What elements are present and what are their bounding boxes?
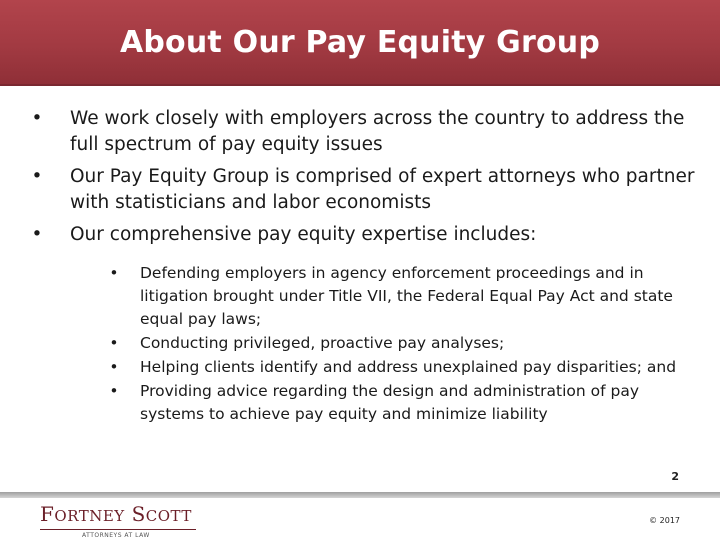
bullet-item bbox=[30, 106, 698, 158]
sub-bullet-item bbox=[108, 332, 698, 355]
page-number: 2 bbox=[671, 470, 679, 483]
sub-bullet-item bbox=[108, 380, 698, 426]
sub-bullet-item bbox=[108, 356, 698, 379]
sub-bullet-text: Providing advice regarding the design and administration of pay systems to achieve pay equity and minimize liability bbox=[140, 382, 640, 423]
logo-smallcaps: ORTNEY bbox=[54, 507, 125, 525]
logo-initial: F bbox=[40, 502, 55, 526]
sub-bullet-icon: • bbox=[109, 382, 119, 400]
firm-logo bbox=[40, 503, 200, 537]
bullet-item bbox=[30, 164, 698, 216]
bullet-icon: • bbox=[31, 166, 43, 187]
sub-bullet-text: Conducting privileged, proactive pay analyses; bbox=[140, 334, 505, 352]
logo-smallcaps: COTT bbox=[145, 507, 192, 525]
slide-content bbox=[30, 106, 698, 432]
logo-initial: S bbox=[131, 502, 146, 526]
sub-bullet-text: Defending employers in agency enforcement proceedings and in litigation brought under Title VII, the Federal Equal Pay Act and state equal pay laws; bbox=[140, 264, 673, 328]
logo-tagline: ATTORNEYS AT LAW bbox=[82, 532, 150, 539]
sub-bullet-list bbox=[108, 262, 698, 426]
bullet-item bbox=[30, 222, 698, 426]
title-bar bbox=[0, 0, 720, 86]
copyright-notice: © 2017 bbox=[649, 516, 680, 525]
sub-bullet-icon: • bbox=[109, 264, 119, 282]
bullet-icon: • bbox=[31, 224, 43, 245]
sub-bullet-icon: • bbox=[109, 358, 119, 376]
sub-bullet-item bbox=[108, 262, 698, 331]
logo-wordmark bbox=[40, 503, 200, 527]
sub-bullet-icon: • bbox=[109, 334, 119, 352]
bullet-text: Our Pay Equity Group is comprised of expert attorneys who partner with statisticians and labor economists bbox=[70, 166, 695, 213]
bullet-list bbox=[30, 106, 698, 426]
logo-underline bbox=[40, 529, 196, 530]
slide-title: About Our Pay Equity Group bbox=[119, 24, 601, 60]
sub-bullet-text: Helping clients identify and address unexplained pay disparities; and bbox=[140, 358, 677, 376]
footer-divider bbox=[0, 492, 720, 498]
bullet-text: Our comprehensive pay equity expertise includes: bbox=[70, 224, 537, 245]
bullet-text: We work closely with employers across the country to address the full spectrum of pay equity issues bbox=[70, 108, 685, 155]
bullet-icon: • bbox=[31, 108, 43, 129]
